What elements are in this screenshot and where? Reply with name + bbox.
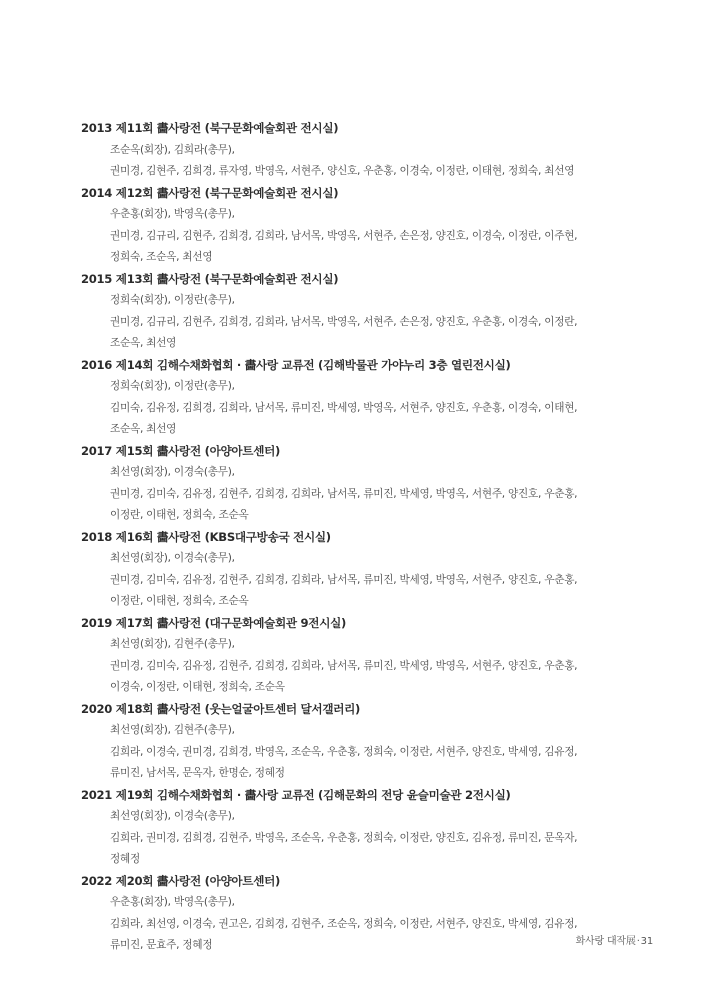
page-footer <box>576 932 653 947</box>
exhibition-title: 2015 제13회 畵사랑전 (북구문화예술회관 전시실) <box>81 271 339 286</box>
page-number: 31 <box>640 936 653 947</box>
footer-separator: · <box>636 936 640 947</box>
members-line: 권미경, 김미숙, 김유정, 김현주, 김희경, 김희라, 남서목, 류미진, 박세영, 박영옥, 서현주, 양진호, 우춘홍, <box>110 573 578 586</box>
members-line: 이정란, 이태현, 정희숙, 조순옥 <box>110 509 249 521</box>
officers-line: 최선영(회장), 이경숙(총무), <box>110 466 235 478</box>
officers-line: 조순옥(회장), 김희라(총무), <box>110 143 235 156</box>
members-line: 정희숙, 조순옥, 최선영 <box>110 251 213 263</box>
members-line: 권미경, 김규리, 김현주, 김희경, 김희라, 남서목, 박영옥, 서현주, 손은정, 양진호, 우춘홍, 이경숙, 이정란, <box>110 315 578 328</box>
members-line: 김미숙, 김유정, 김희경, 김희라, 남서목, 류미진, 박세영, 박영옥, 서현주, 양진호, 우춘홍, 이경숙, 이태현, <box>110 401 578 414</box>
officers-line: 최선영(회장), 이경숙(총무), <box>110 552 235 564</box>
exhibition-title: 2017 제15회 畵사랑전 (아양아트센터) <box>81 443 280 458</box>
officers-line: 정희숙(회장), 이정란(총무), <box>110 294 235 306</box>
members-line: 류미진, 문효주, 정혜정 <box>110 939 213 951</box>
exhibition-entry-2021 <box>81 785 641 871</box>
members-line: 김희라, 최선영, 이경숙, 권고은, 김희경, 김현주, 조순옥, 정희숙, 이정란, 서현주, 양진호, 박세영, 김유정, <box>110 917 578 930</box>
members-line: 류미진, 남서목, 문옥자, 한명순, 정혜정 <box>110 767 285 779</box>
exhibition-title: 2022 제20회 畵사랑전 (아양아트센터) <box>81 873 280 888</box>
exhibition-entry-2019 <box>81 613 641 699</box>
exhibition-title: 2018 제16회 畵사랑전 (KBS대구방송국 전시실) <box>81 529 331 544</box>
officers-line: 최선영(회장), 김현주(총무), <box>110 638 235 650</box>
exhibition-entry-2015 <box>81 269 641 355</box>
members-line: 김희라, 이경숙, 권미경, 김희경, 박영옥, 조순옥, 우춘홍, 정희숙, 이정란, 서현주, 양진호, 박세영, 김유정, <box>110 745 578 758</box>
exhibition-entry-2018 <box>81 527 641 613</box>
members-line: 정혜정 <box>110 853 140 865</box>
officers-line: 최선영(회장), 이경숙(총무), <box>110 810 235 822</box>
members-line: 이정란, 이태현, 정희숙, 조순옥 <box>110 595 249 607</box>
footer-label: 화사랑 대작展 <box>575 936 636 947</box>
exhibition-title: 2021 제19회 김해수채화협회 · 畵사랑 교류전 (김해문화의 전당 윤슬미술관 2전시실) <box>81 787 511 802</box>
officers-line: 우춘홍(회장), 박영옥(총무), <box>110 896 235 908</box>
exhibition-entry-2013 <box>81 118 641 183</box>
exhibition-entry-2014 <box>81 183 641 269</box>
exhibition-title: 2013 제11회 畵사랑전 (북구문화예술회관 전시실) <box>81 121 339 135</box>
exhibition-title: 2019 제17회 畵사랑전 (대구문화예술회관 9전시실) <box>81 615 346 630</box>
members-line: 이경숙, 이정란, 이태현, 정희숙, 조순옥 <box>110 681 285 693</box>
officers-line: 우춘홍(회장), 박영옥(총무), <box>110 208 235 220</box>
members-line: 조순옥, 최선영 <box>110 337 177 349</box>
exhibition-title: 2020 제18회 畵사랑전 (웃는얼굴아트센터 달서갤러리) <box>81 701 361 716</box>
exhibition-title: 2016 제14회 김해수채화협회 · 畵사랑 교류전 (김해박물관 가야누리 3층 열린전시실) <box>81 357 511 372</box>
officers-line: 최선영(회장), 김현주(총무), <box>110 724 235 736</box>
exhibition-entry-2022 <box>81 871 641 957</box>
members-line: 조순옥, 최선영 <box>110 423 177 435</box>
members-line: 김희라, 권미경, 김희경, 김현주, 박영옥, 조순옥, 우춘홍, 정희숙, 이정란, 양진호, 김유정, 류미진, 문옥자, <box>110 831 578 844</box>
exhibition-history <box>81 118 641 957</box>
exhibition-entry-2017 <box>81 441 641 527</box>
members-line: 권미경, 김미숙, 김유정, 김현주, 김희경, 김희라, 남서목, 류미진, 박세영, 박영옥, 서현주, 양진호, 우춘홍, <box>110 659 578 672</box>
members-line: 권미경, 김미숙, 김유정, 김현주, 김희경, 김희라, 남서목, 류미진, 박세영, 박영옥, 서현주, 양진호, 우춘홍, <box>110 487 578 500</box>
exhibition-entry-2020 <box>81 699 641 785</box>
members-line: 권미경, 김현주, 김희경, 류자영, 박영옥, 서현주, 양신호, 우춘홍, 이경숙, 이정란, 이태현, 정희숙, 최선영 <box>110 165 575 177</box>
exhibition-entry-2016 <box>81 355 641 441</box>
members-line: 권미경, 김규리, 김현주, 김희경, 김희라, 남서목, 박영옥, 서현주, 손은정, 양진호, 이경숙, 이정란, 이주현, <box>110 229 578 242</box>
officers-line: 정희숙(회장), 이정란(총무), <box>110 380 235 392</box>
exhibition-title: 2014 제12회 畵사랑전 (북구문화예술회관 전시실) <box>81 185 339 200</box>
